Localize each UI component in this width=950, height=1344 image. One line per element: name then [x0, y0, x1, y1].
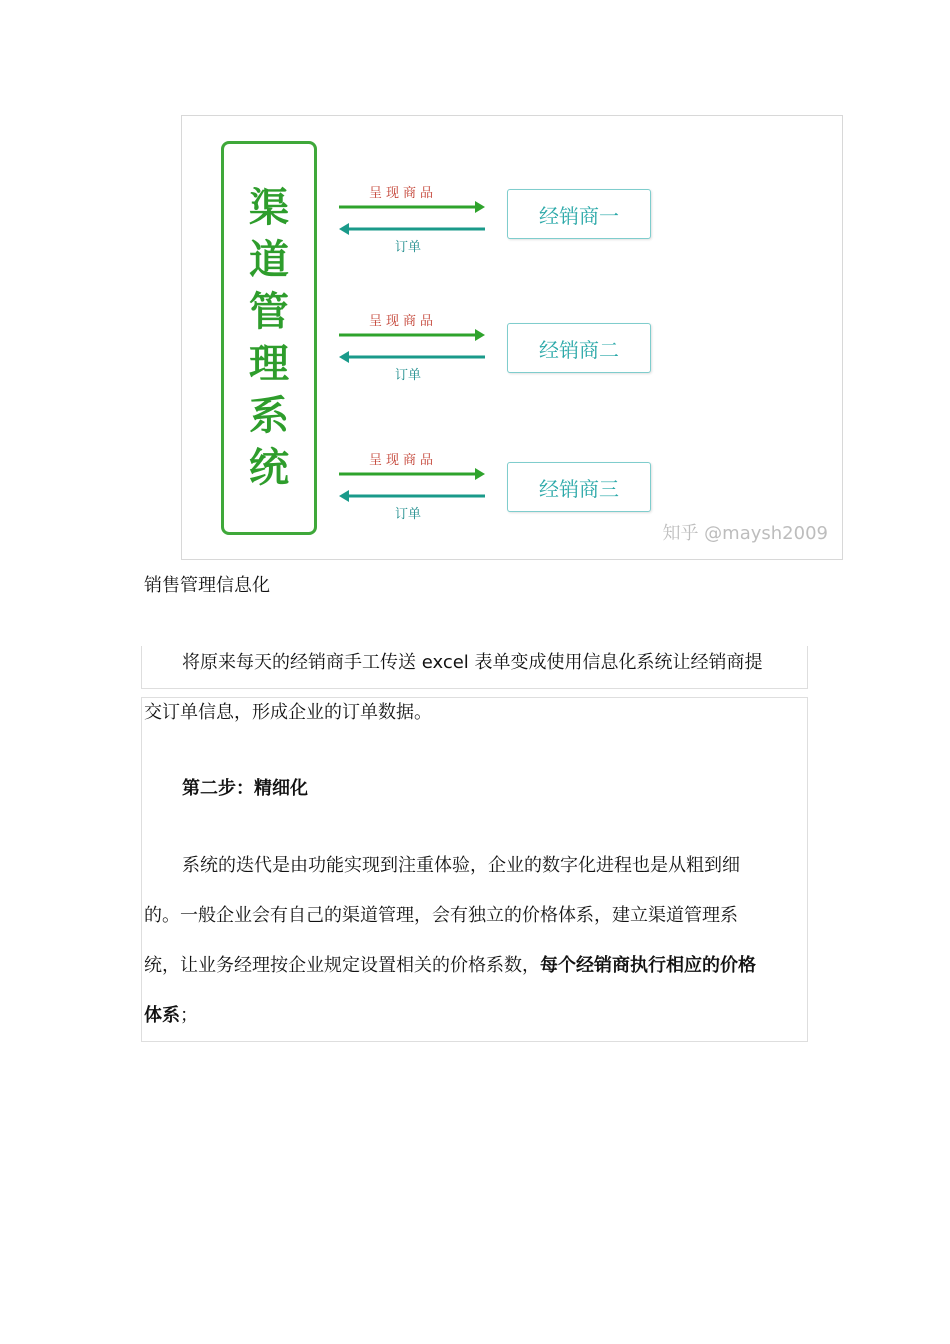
order-label: 订单: [395, 368, 422, 383]
arrow-to-system: [337, 350, 487, 364]
system-title-char: 理: [249, 341, 289, 387]
para2-line4-normal: ；: [180, 1005, 198, 1026]
present-goods-label: 呈现商品: [369, 186, 438, 201]
figure-caption: 销售管理信息化: [144, 575, 270, 596]
para2-line1: 系统的迭代是由功能实现到注重体验，企业的数字化进程也是从粗到细: [182, 855, 740, 876]
system-title-char: 管: [249, 289, 289, 335]
dealer-box-1: 经销商一: [507, 189, 651, 239]
system-box: [221, 141, 317, 535]
dealer-box-3: 经销商三: [507, 462, 651, 512]
system-title-char: 渠: [249, 185, 289, 231]
para2-line4-bold: 体系: [144, 1005, 180, 1026]
flow-2: [337, 310, 487, 390]
para2-line3-bold: 每个经销商执行相应的价格: [540, 955, 756, 976]
channel-management-diagram: [181, 115, 843, 560]
para2-line3: [144, 951, 756, 977]
para2-line2: 的。一般企业会有自己的渠道管理，会有独立的价格体系，建立渠道管理系: [144, 905, 738, 926]
arrow-to-system: [337, 489, 487, 503]
order-label: 订单: [395, 507, 422, 522]
arrow-to-system: [337, 222, 487, 236]
watermark: 知乎 @maysh2009: [662, 523, 828, 544]
arrow-to-dealer: [337, 200, 487, 214]
system-title-char: 道: [249, 237, 289, 283]
arrow-to-dealer: [337, 328, 487, 342]
system-title-char: 统: [249, 445, 289, 491]
present-goods-label: 呈现商品: [369, 314, 438, 329]
arrow-to-dealer: [337, 467, 487, 481]
para1-line2: 交订单信息，形成企业的订单数据。: [144, 702, 432, 723]
para2-line4: [144, 1001, 198, 1027]
step-heading: 第二步：精细化: [182, 778, 308, 799]
flow-1: [337, 182, 487, 262]
dealer-box-2: 经销商二: [507, 323, 651, 373]
para2-line3-normal: 统，让业务经理按企业规定设置相关的价格系数，: [144, 955, 540, 976]
system-title-char: 系: [249, 393, 289, 439]
order-label: 订单: [395, 240, 422, 255]
flow-3: [337, 449, 487, 529]
para1-line1: 将原来每天的经销商手工传送 excel 表单变成使用信息化系统让经销商提: [182, 652, 763, 673]
present-goods-label: 呈现商品: [369, 453, 438, 468]
